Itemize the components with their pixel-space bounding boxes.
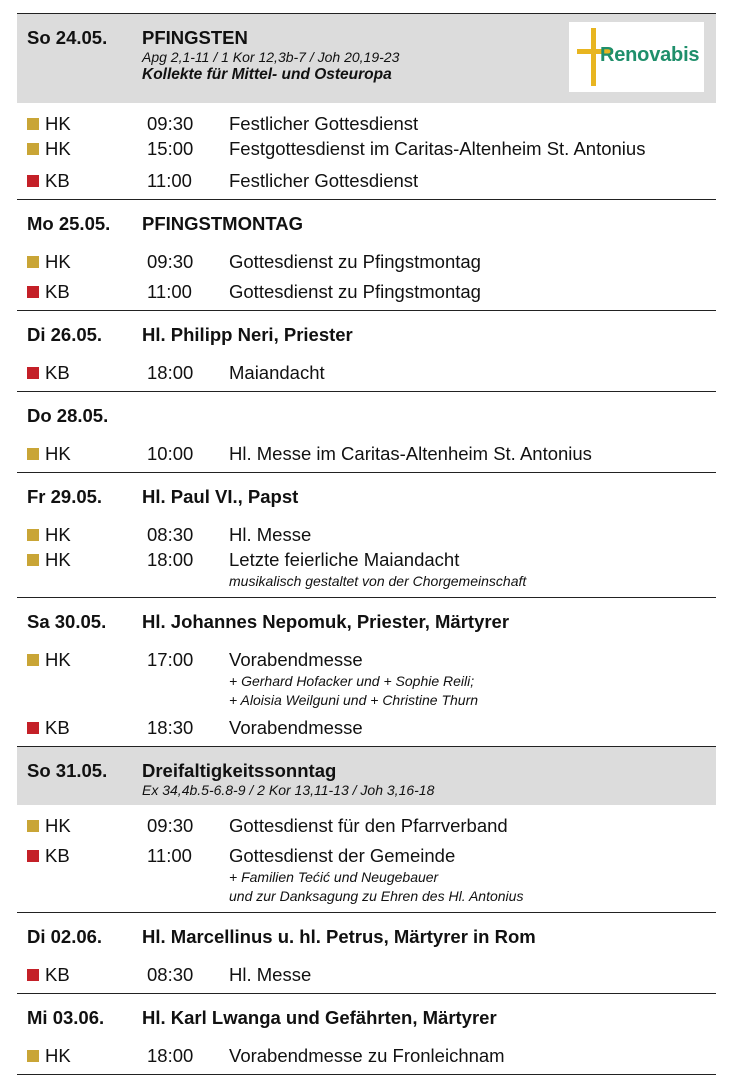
entry-list [17, 954, 716, 993]
entry-time: 11:00 [147, 281, 192, 302]
day-date: Mo 25.05. [27, 213, 111, 234]
service-entry [17, 442, 716, 466]
entry-location: KB [45, 717, 70, 738]
day-date: Do 28.05. [27, 405, 109, 426]
day-header [17, 200, 716, 241]
kb-square-icon [27, 175, 39, 187]
day-title: Hl. Karl Lwanga und Gefährten, Märtyrer [142, 1007, 497, 1028]
entry-description: Vorabendmesse [229, 717, 363, 738]
day-header [17, 913, 716, 954]
entry-time: 09:30 [147, 113, 194, 134]
hk-square-icon [27, 448, 39, 460]
entry-list [17, 241, 716, 310]
kb-square-icon [27, 367, 39, 379]
service-entry [17, 648, 716, 710]
entry-location: HK [45, 549, 71, 570]
entry-description: Gottesdienst für den Pfarrverband [229, 815, 508, 836]
day-section [17, 993, 716, 1074]
entry-description: Gottesdienst zu Pfingstmontag [229, 251, 481, 272]
entry-list [17, 103, 716, 199]
day-title: Hl. Philipp Neri, Priester [142, 324, 353, 345]
entry-description: Gottesdienst zu Pfingstmontag [229, 281, 481, 302]
kb-square-icon [27, 969, 39, 981]
entry-time: 08:30 [147, 964, 194, 985]
day-header [17, 747, 716, 805]
day-title: Dreifaltigkeitssonntag [142, 760, 337, 781]
day-collection: Kollekte für Mittel- und Osteuropa [142, 66, 392, 83]
service-entry [17, 169, 716, 193]
entry-description: Maiandacht [229, 362, 325, 383]
schedule [17, 13, 716, 1075]
day-readings: Ex 34,4b.5-6.8-9 / 2 Kor 13,11-13 / Joh 3,16-18 [142, 782, 435, 798]
entry-note: + Gerhard Hofacker und + Sophie Reili; [229, 673, 475, 689]
entry-time: 18:00 [147, 549, 194, 570]
day-header [17, 311, 716, 352]
entry-time: 18:30 [147, 717, 194, 738]
day-date: So 24.05. [27, 27, 108, 48]
day-title: Hl. Paul VI., Papst [142, 486, 299, 507]
entry-location: HK [45, 251, 71, 272]
entry-list [17, 352, 716, 391]
renovabis-wordmark: Renovabis [600, 44, 700, 66]
day-date: Sa 30.05. [27, 611, 107, 632]
entry-note: + Familien Tećić und Neugebauer [229, 869, 439, 885]
entry-description: Festlicher Gottesdienst [229, 170, 419, 191]
renovabis-logo [569, 22, 704, 92]
hk-square-icon [27, 529, 39, 541]
day-section [17, 472, 716, 597]
day-section [17, 13, 716, 199]
entry-list [17, 1035, 716, 1074]
service-entry [17, 250, 716, 274]
entry-location: HK [45, 138, 71, 159]
service-entry [17, 280, 716, 304]
entry-location: KB [45, 281, 70, 302]
day-date: Di 26.05. [27, 324, 103, 345]
entry-location: HK [45, 815, 71, 836]
entry-list [17, 514, 716, 597]
service-entry [17, 814, 716, 838]
entry-time: 17:00 [147, 649, 194, 670]
hk-square-icon [27, 118, 39, 130]
entry-location: HK [45, 443, 71, 464]
day-date: Fr 29.05. [27, 486, 103, 507]
day-header [17, 14, 716, 103]
hk-square-icon [27, 820, 39, 832]
day-date: Di 02.06. [27, 926, 103, 947]
hk-square-icon [27, 654, 39, 666]
service-entry [17, 844, 716, 906]
day-header [17, 994, 716, 1035]
entry-time: 15:00 [147, 138, 194, 159]
entry-description: Letzte feierliche Maiandacht [229, 549, 460, 570]
entry-time: 09:30 [147, 251, 194, 272]
service-entry [17, 1044, 716, 1068]
entry-note: musikalisch gestaltet von der Chorgemeinschaft [229, 573, 527, 589]
entry-description: Festgottesdienst im Caritas-Altenheim St. Antonius [229, 138, 646, 159]
entry-time: 11:00 [147, 170, 192, 191]
entry-description: Hl. Messe [229, 964, 312, 985]
day-section [17, 597, 716, 746]
entry-location: HK [45, 524, 71, 545]
day-header [17, 598, 716, 639]
entry-location: KB [45, 845, 70, 866]
day-section [17, 912, 716, 993]
entry-time: 18:00 [147, 362, 194, 383]
day-section [17, 310, 716, 391]
entry-note: + Aloisia Weilguni und + Christine Thurn [229, 692, 479, 708]
entry-location: KB [45, 170, 70, 191]
service-entry [17, 361, 716, 385]
entry-time: 08:30 [147, 524, 194, 545]
kb-square-icon [27, 722, 39, 734]
entry-description: Hl. Messe [229, 524, 312, 545]
entry-location: KB [45, 964, 70, 985]
entry-note: und zur Danksagung zu Ehren des Hl. Antonius [229, 888, 524, 904]
entry-list [17, 639, 716, 746]
day-date: So 31.05. [27, 760, 108, 781]
day-title: Hl. Johannes Nepomuk, Priester, Märtyrer [142, 611, 510, 632]
hk-square-icon [27, 1050, 39, 1062]
entry-location: HK [45, 1045, 71, 1066]
service-entry [17, 137, 716, 161]
day-readings: Apg 2,1-11 / 1 Kor 12,3b-7 / Joh 20,19-23 [142, 49, 400, 65]
service-entry [17, 112, 716, 136]
entry-list [17, 433, 716, 472]
hk-square-icon [27, 143, 39, 155]
day-section [17, 391, 716, 472]
entry-location: HK [45, 113, 71, 134]
entry-description: Vorabendmesse [229, 649, 363, 670]
entry-time: 09:30 [147, 815, 194, 836]
entry-time: 10:00 [147, 443, 194, 464]
hk-square-icon [27, 256, 39, 268]
entry-time: 11:00 [147, 845, 192, 866]
entry-description: Festlicher Gottesdienst [229, 113, 419, 134]
day-date: Mi 03.06. [27, 1007, 105, 1028]
day-header [17, 473, 716, 514]
day-title: Hl. Marcellinus u. hl. Petrus, Märtyrer in Rom [142, 926, 536, 947]
entry-description: Vorabendmesse zu Fronleichnam [229, 1045, 505, 1066]
entry-description: Gottesdienst der Gemeinde [229, 845, 456, 866]
entry-location: HK [45, 649, 71, 670]
kb-square-icon [27, 850, 39, 862]
day-section [17, 199, 716, 310]
entry-time: 18:00 [147, 1045, 194, 1066]
day-section [17, 746, 716, 912]
entry-location: KB [45, 362, 70, 383]
kb-square-icon [27, 286, 39, 298]
entry-list [17, 805, 716, 912]
service-entry [17, 963, 716, 987]
hk-square-icon [27, 554, 39, 566]
day-header [17, 392, 716, 433]
service-entry [17, 523, 716, 547]
entry-description: Hl. Messe im Caritas-Altenheim St. Antonius [229, 443, 592, 464]
service-entry [17, 716, 716, 740]
day-title [142, 405, 716, 427]
service-entry [17, 548, 716, 591]
day-title: PFINGSTEN [142, 27, 248, 48]
day-title: PFINGSTMONTAG [142, 213, 304, 234]
